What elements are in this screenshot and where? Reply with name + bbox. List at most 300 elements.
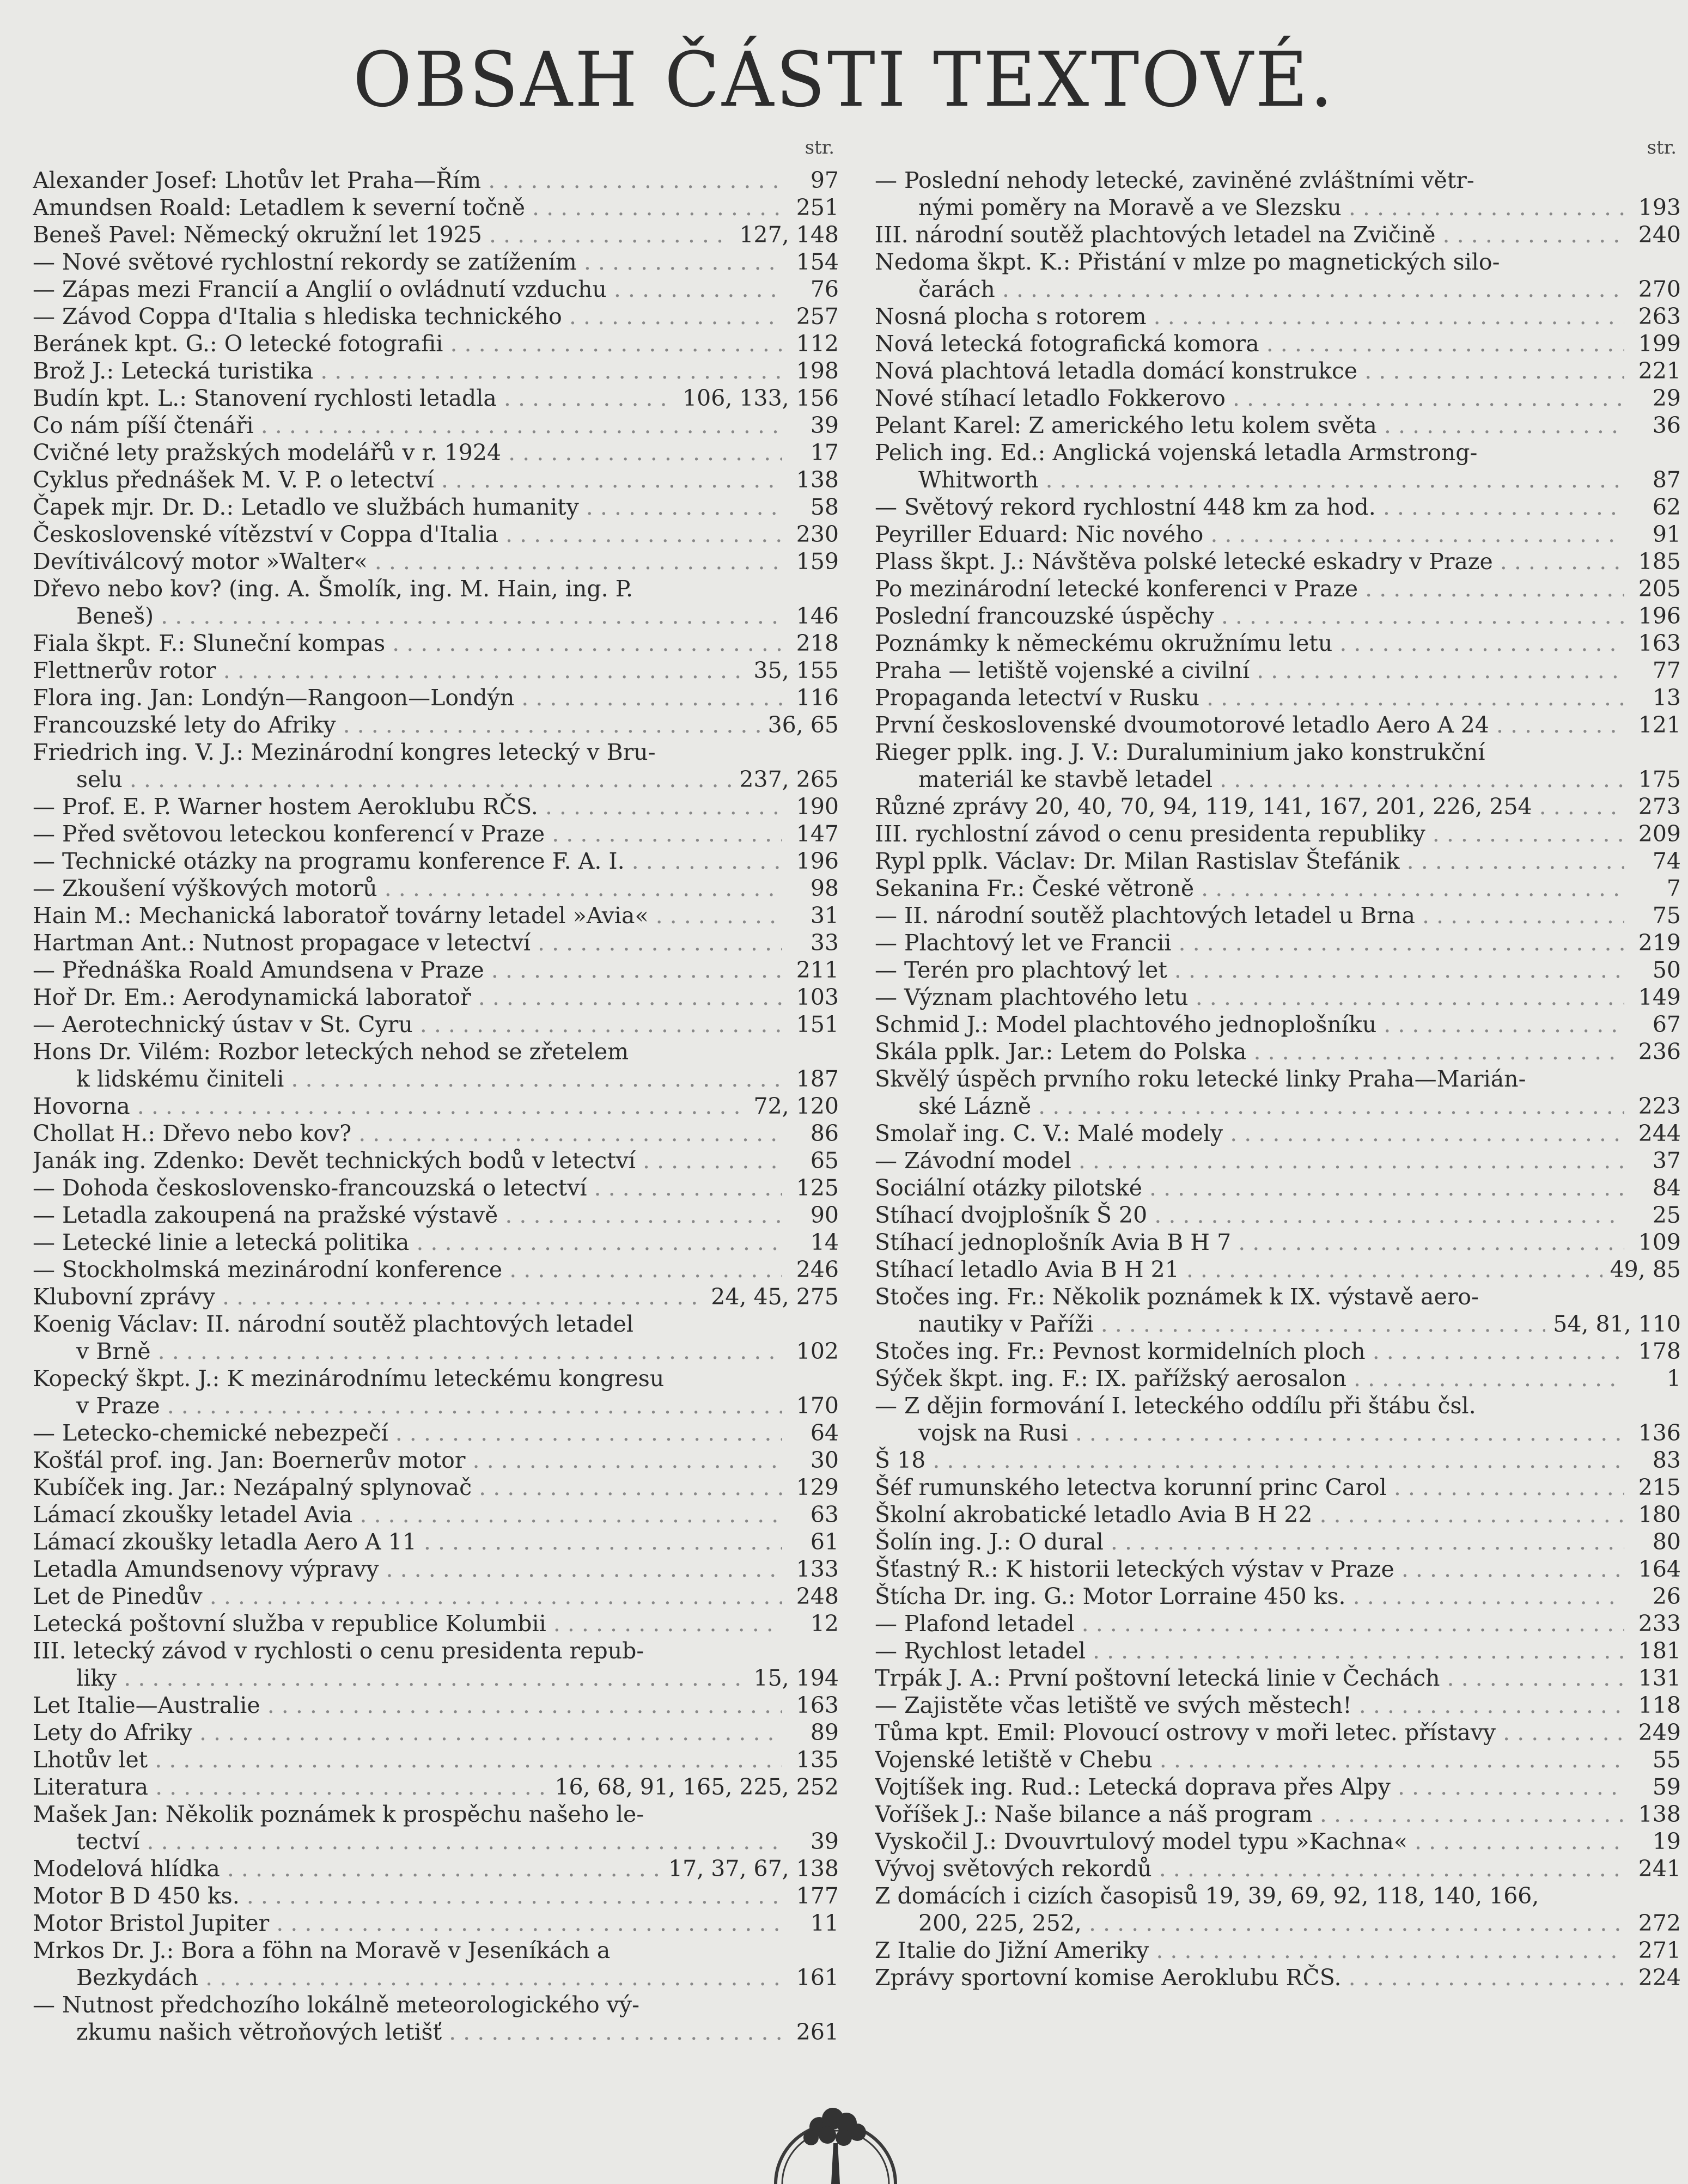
toc-entry-pages: 127, 148: [739, 222, 839, 248]
toc-entry-pages: 36, 65: [767, 712, 839, 738]
toc-entry-pages: 116: [796, 685, 839, 711]
toc-entry: [33, 1229, 839, 1256]
toc-entry: [875, 956, 1681, 984]
toc-entry: [33, 466, 839, 493]
toc-entry-pages: 196: [1638, 603, 1681, 629]
toc-entry: [875, 1801, 1681, 1828]
toc-entry-pages: 196: [796, 848, 839, 874]
toc-entry: [33, 357, 839, 385]
toc-entry-pages: 90: [810, 1202, 839, 1228]
toc-entry: [33, 1610, 839, 1637]
toc-entry-pages: 25: [1652, 1202, 1681, 1228]
toc-entry-pages: 49, 85: [1610, 1256, 1681, 1283]
toc-entry: [875, 521, 1681, 548]
toc-entry: [33, 711, 839, 739]
toc-entry-title: Rieger pplk. ing. J. V.: Duraluminium jako konstrukční: [875, 739, 1485, 765]
toc-entry-title: Tůma kpt. Emil: Plovoucí ostrovy v moři letec. přístavy . . .: [875, 1719, 1624, 1746]
toc-entry: [33, 439, 839, 466]
toc-entry-title: Let Italie—Australie . . .: [33, 1692, 782, 1719]
toc-entry: [33, 1174, 839, 1201]
toc-entry-pages: 26: [1652, 1583, 1681, 1609]
toc-entry: [33, 167, 839, 194]
toc-entry: [875, 739, 1681, 793]
toc-entry-title: Voříšek J.: Naše bilance a náš program . . .: [875, 1801, 1624, 1828]
toc-entry-pages: 121: [1638, 712, 1681, 738]
toc-entry-title: Alexander Josef: Lhotův let Praha—Řím . . .: [33, 167, 782, 194]
toc-entry: [33, 1011, 839, 1038]
toc-entry-title: — Rychlost letadel . . .: [875, 1637, 1624, 1664]
toc-entry-title: — Dohoda československo-francouzská o letectví . . .: [33, 1174, 782, 1201]
toc-entry-pages: 224: [1638, 1965, 1681, 1991]
toc-entry-pages: 31: [810, 902, 839, 929]
toc-entry: [875, 357, 1681, 385]
toc-entry: [875, 875, 1681, 902]
toc-entry-pages: 244: [1638, 1120, 1681, 1146]
toc-entry-title: Vyskočil J.: Dvouvrtulový model typu »Kachna« . . .: [875, 1828, 1624, 1855]
toc-entry-title: Mašek Jan: Několik poznámek k prospěchu našeho le-: [33, 1801, 644, 1827]
toc-entry-title-continued: selu . . .: [33, 766, 732, 793]
toc-entry-pages: 237, 265: [739, 766, 839, 792]
toc-entry: [33, 1147, 839, 1174]
toc-entry-title: Stíhací dvojplošník Š 20 . . .: [875, 1201, 1624, 1229]
toc-entry: [875, 1583, 1681, 1610]
toc-entry-title-continued: Bezkydách . . .: [33, 1964, 782, 1991]
toc-entry-pages: 76: [810, 276, 839, 302]
toc-entry-title-continued: ské Lázně . . .: [875, 1093, 1624, 1120]
toc-entry: [875, 1229, 1681, 1256]
toc-entry: [33, 1283, 839, 1310]
toc-entry-pages: 118: [1638, 1692, 1681, 1718]
toc-entry-title: — Terén pro plachtový let . . .: [875, 956, 1624, 984]
toc-entry-title: Stíhací jednoplošník Avia B H 7 . . .: [875, 1229, 1624, 1256]
toc-entry: [875, 602, 1681, 630]
toc-entry-title: — Letecké linie a letecká politika . . .: [33, 1229, 782, 1256]
tree-emblem-icon: [770, 2075, 901, 2184]
toc-entry-title-continued: liky . . .: [33, 1664, 746, 1692]
toc-entry-title: Friedrich ing. V. J.: Mezinárodní kongres letecký v Bru-: [33, 739, 656, 765]
toc-entry: [875, 1555, 1681, 1583]
toc-entry-pages: 240: [1638, 222, 1681, 248]
toc-entry-title: Vojtíšek ing. Rud.: Letecká doprava přes Alpy . . .: [875, 1773, 1624, 1801]
toc-entry-pages: 205: [1638, 576, 1681, 602]
toc-entry-title: Š 18 . . .: [875, 1447, 1624, 1474]
toc-entry: [33, 875, 839, 902]
toc-column-left: [33, 129, 839, 2046]
toc-entry-title: Amundsen Roald: Letadlem k severní točně . . .: [33, 194, 782, 221]
toc-entry-pages: 147: [796, 821, 839, 847]
toc-entry: [33, 820, 839, 847]
toc-entry: [875, 330, 1681, 357]
toc-entry-title: Vojenské letiště v Chebu . . .: [875, 1746, 1624, 1773]
toc-entry-title: Stočes ing. Fr.: Několik poznámek k IX. výstavě aero-: [875, 1284, 1479, 1310]
toc-entry-pages: 37: [1652, 1148, 1681, 1174]
toc-entry-title: — Poslední nehody letecké, zaviněné zvláštními větr-: [875, 167, 1474, 193]
toc-entry-title: Klubovní zprávy . . .: [33, 1283, 703, 1310]
toc-entry: [875, 1855, 1681, 1882]
toc-entry-pages: 273: [1638, 794, 1681, 820]
toc-entry-title: — Z dějin formování I. leteckého oddílu při štábu čsl.: [875, 1393, 1476, 1419]
toc-entry: [33, 956, 839, 984]
toc-entry-title: — Nové světové rychlostní rekordy se zatížením . . .: [33, 248, 782, 276]
toc-entry-title: Rypl pplk. Václav: Dr. Milan Rastislav Štefánik . . .: [875, 847, 1624, 875]
toc-entry-pages: 138: [796, 467, 839, 493]
toc-entry: [33, 548, 839, 575]
toc-entry: [33, 1583, 839, 1610]
toc-entry: [33, 1910, 839, 1937]
toc-entry-pages: 223: [1638, 1093, 1681, 1119]
toc-entry-title: — Závod Coppa d'Italia s hlediska technického . . .: [33, 303, 782, 330]
toc-entry-title: Z Italie do Jižní Ameriky . . .: [875, 1937, 1624, 1964]
toc-entry-pages: 149: [1638, 984, 1681, 1010]
toc-entry: [33, 1501, 839, 1528]
page-number-header: str.: [1647, 137, 1677, 158]
toc-entry-title: Trpák J. A.: První poštovní letecká linie v Čechách . . .: [875, 1664, 1624, 1692]
toc-entry-pages: 72, 120: [753, 1093, 839, 1119]
toc-entry-title: III. letecký závod v rychlosti o cenu presidenta repub-: [33, 1638, 644, 1664]
toc-entry-pages: 77: [1652, 657, 1681, 684]
toc-entry-title: Sýček škpt. ing. F.: IX. pařížský aerosalon . . .: [875, 1365, 1624, 1392]
toc-entry: [875, 548, 1681, 575]
toc-entry-pages: 233: [1638, 1610, 1681, 1637]
toc-entry: [33, 684, 839, 711]
toc-entry: [875, 820, 1681, 847]
toc-entry-pages: 209: [1638, 821, 1681, 847]
toc-entry: [875, 1501, 1681, 1528]
toc-entry: [875, 439, 1681, 493]
toc-entry-title: Koenig Václav: II. národní soutěž plachtových letadel: [33, 1311, 633, 1337]
toc-entry-pages: 185: [1638, 548, 1681, 575]
toc-entry-pages: 129: [796, 1474, 839, 1500]
toc-entry-title: — Plachtový let ve Francii . . .: [875, 929, 1624, 956]
toc-entry: [33, 1746, 839, 1773]
toc-entry-pages: 159: [796, 548, 839, 575]
toc-entry-pages: 12: [810, 1610, 839, 1637]
toc-entry-pages: 198: [796, 358, 839, 384]
toc-entry: [33, 303, 839, 330]
toc-entry-title: Cvičné lety pražských modelářů v r. 1924 . . .: [33, 439, 782, 466]
toc-entry: [33, 929, 839, 956]
toc-entry-title: Nedoma škpt. K.: Přistání v mlze po magnetických silo-: [875, 249, 1500, 275]
toc-entry-pages: 87: [1652, 467, 1681, 493]
toc-entry-title: Letadla Amundsenovy výpravy . . .: [33, 1555, 782, 1583]
toc-entry-title-continued: čarách . . .: [875, 276, 1624, 303]
toc-entry: [33, 1637, 839, 1692]
toc-entry-pages: 83: [1652, 1447, 1681, 1473]
toc-entry-pages: 11: [810, 1910, 839, 1936]
toc-entry-title: Nová plachtová letadla domácí konstrukce . . .: [875, 357, 1624, 385]
toc-entry-pages: 16, 68, 91, 165, 225, 252: [554, 1774, 839, 1800]
toc-entry-title: Hoř Dr. Em.: Aerodynamická laboratoř . . .: [33, 984, 782, 1011]
toc-entry: [875, 1474, 1681, 1501]
toc-entry: [875, 1664, 1681, 1692]
toc-entry-pages: 112: [796, 331, 839, 357]
toc-entry-pages: 98: [810, 875, 839, 901]
toc-entry-pages: 17: [810, 440, 839, 466]
toc-entry-title: — Prof. E. P. Warner hostem Aeroklubu RČS. . . .: [33, 793, 782, 820]
toc-entry: [875, 1365, 1681, 1392]
toc-entry-title: Hons Dr. Vilém: Rozbor leteckých nehod se zřetelem: [33, 1039, 629, 1065]
toc-entry: [33, 493, 839, 521]
toc-entry: [875, 929, 1681, 956]
toc-entry-pages: 86: [810, 1120, 839, 1146]
toc-entry: [875, 902, 1681, 929]
toc-entry-pages: 106, 133, 156: [682, 385, 839, 411]
toc-entry: [33, 248, 839, 276]
toc-entry: [875, 1392, 1681, 1447]
toc-entry-title-continued: vojsk na Rusi . . .: [875, 1419, 1624, 1447]
toc-entry: [875, 1773, 1681, 1801]
toc-entry-pages: 180: [1638, 1502, 1681, 1528]
toc-entry: [875, 684, 1681, 711]
toc-entry-pages: 246: [796, 1256, 839, 1283]
toc-entry-pages: 177: [796, 1883, 839, 1909]
toc-entry-title: Z domácích i cizích časopisů 19, 39, 69, 92, 118, 140, 166,: [875, 1883, 1539, 1909]
toc-entry: [875, 167, 1681, 221]
toc-entry-title: Beneš Pavel: Německý okružní let 1925 . . .: [33, 221, 732, 248]
toc-entry-title: Motor Bristol Jupiter . . .: [33, 1910, 782, 1937]
toc-entry-pages: 161: [796, 1965, 839, 1991]
toc-entry-title: — Letadla zakoupená na pražské výstavě . . .: [33, 1201, 782, 1229]
toc-entry-title: Poslední francouzské úspěchy . . .: [875, 602, 1624, 630]
toc-entry-title: Různé zprávy 20, 40, 70, 94, 119, 141, 167, 201, 226, 254 . . .: [875, 793, 1624, 820]
toc-entry-pages: 1: [1666, 1365, 1681, 1392]
toc-entry-title: — II. národní soutěž plachtových letadel u Brna . . .: [875, 902, 1624, 929]
toc-entry-title: — Nutnost předchozího lokálně meteorologického vý-: [33, 1992, 639, 2018]
toc-entry-title-continued: nými poměry na Moravě a ve Slezsku . . .: [875, 194, 1624, 221]
toc-entry-pages: 33: [810, 930, 839, 956]
toc-entry-pages: 13: [1652, 685, 1681, 711]
toc-entry: [33, 793, 839, 820]
toc-entry-title: — Stockholmská mezinárodní konference . . .: [33, 1256, 782, 1283]
toc-entry-title: Kubíček ing. Jar.: Nezápalný splynovač . . .: [33, 1474, 782, 1501]
toc-entry: [875, 1447, 1681, 1474]
toc-entry-title: — Aerotechnický ústav v St. Cyru . . .: [33, 1011, 782, 1038]
toc-entry-pages: 178: [1638, 1338, 1681, 1364]
toc-entry-pages: 35, 155: [753, 657, 839, 684]
toc-entry-pages: 257: [796, 303, 839, 330]
toc-entry: [875, 1692, 1681, 1719]
toc-entry-pages: 241: [1638, 1856, 1681, 1882]
toc-entry: [33, 1419, 839, 1447]
toc-entry-title: Motor B D 450 ks. . . .: [33, 1882, 782, 1910]
toc-entry: [33, 276, 839, 303]
toc-entry-title: Stočes ing. Fr.: Pevnost kormidelních ploch . . .: [875, 1338, 1624, 1365]
toc-entry-title: Šolín ing. J.: O dural . . .: [875, 1528, 1624, 1555]
toc-entry-pages: 54, 81, 110: [1553, 1311, 1681, 1337]
toc-entry-title: — Závodní model . . .: [875, 1147, 1624, 1174]
toc-entry: [33, 330, 839, 357]
toc-entry: [875, 1065, 1681, 1120]
toc-entry: [33, 1038, 839, 1093]
toc-entry-pages: 164: [1638, 1556, 1681, 1582]
page-number-header: str.: [805, 137, 834, 158]
toc-entry-pages: 19: [1652, 1828, 1681, 1854]
toc-entry-pages: 36: [1652, 412, 1681, 438]
toc-entry-title: Kopecký škpt. J.: K mezinárodnímu leteckému kongresu: [33, 1365, 665, 1392]
page-title: OBSAH ČÁSTI TEXTOVÉ.: [353, 36, 1335, 124]
toc-entry-title: Hain M.: Mechanická laboratoř továrny letadel »Avia« . . .: [33, 902, 782, 929]
toc-entry-title-continued: k lidskému činiteli . . .: [33, 1065, 782, 1093]
toc-entry: [875, 575, 1681, 602]
toc-entry-title: — Před světovou leteckou konferencí v Praze . . .: [33, 820, 782, 847]
toc-entry: [33, 221, 839, 248]
toc-entry: [875, 1746, 1681, 1773]
toc-entry: [33, 1719, 839, 1746]
toc-entry-pages: 219: [1638, 930, 1681, 956]
toc-entry: [33, 902, 839, 929]
toc-entry: [875, 248, 1681, 303]
toc-entry-pages: 190: [796, 794, 839, 820]
toc-entry-title: III. rychlostní závod o cenu presidenta republiky . . .: [875, 820, 1624, 847]
toc-entry-title: — Světový rekord rychlostní 448 km za hod. . . .: [875, 493, 1624, 521]
toc-entry: [33, 1692, 839, 1719]
toc-entry-pages: 187: [796, 1066, 839, 1092]
toc-entry-title: Šťastný R.: K historii leteckých výstav v Praze . . .: [875, 1555, 1624, 1583]
toc-entry-pages: 67: [1652, 1011, 1681, 1038]
toc-entry-title: Lhotův let . . .: [33, 1746, 782, 1773]
toc-entry: [33, 984, 839, 1011]
toc-entry-pages: 61: [810, 1529, 839, 1555]
toc-entry-title: Smolař ing. C. V.: Malé modely . . .: [875, 1120, 1624, 1147]
toc-entry: [875, 1610, 1681, 1637]
toc-entry-pages: 125: [796, 1175, 839, 1201]
toc-entry-pages: 138: [1638, 1801, 1681, 1827]
toc-entry-title: — Přednáška Roald Amundsena v Praze . . .: [33, 956, 782, 984]
toc-entry-title: — Zkoušení výškových motorů . . .: [33, 875, 782, 902]
toc-entry-pages: 30: [810, 1447, 839, 1473]
toc-entry-pages: 39: [810, 412, 839, 438]
toc-entry-title-continued: v Brně . . .: [33, 1338, 782, 1365]
toc-entry-title: Pelich ing. Ed.: Anglická vojenská letadla Armstrong-: [875, 440, 1478, 466]
toc-entry-title: Chollat H.: Dřevo nebo kov? . . .: [33, 1120, 782, 1147]
toc-entry-pages: 211: [796, 957, 839, 983]
toc-entry-title: Pelant Karel: Z amerického letu kolem světa . . .: [875, 412, 1624, 439]
toc-entry: [875, 1338, 1681, 1365]
toc-entry-pages: 75: [1652, 902, 1681, 929]
toc-entry-pages: 263: [1638, 303, 1681, 330]
toc-entry: [875, 412, 1681, 439]
toc-entry-title: Sociální otázky pilotské . . .: [875, 1174, 1624, 1201]
toc-entry: [33, 1365, 839, 1419]
toc-entry-title: Beránek kpt. G.: O letecké fotografii . . .: [33, 330, 782, 357]
toc-entry-pages: 163: [796, 1692, 839, 1718]
toc-entry-title: Československé vítězství v Coppa d'Italia . . .: [33, 521, 782, 548]
toc-entry-pages: 97: [810, 167, 839, 193]
toc-entry-pages: 272: [1638, 1910, 1681, 1936]
toc-entry: [33, 1447, 839, 1474]
toc-entry-title: III. národní soutěž plachtových letadel na Zvičině . . .: [875, 221, 1624, 248]
toc-entry: [875, 1637, 1681, 1664]
toc-entry-pages: 63: [810, 1502, 839, 1528]
toc-entry: [33, 1773, 839, 1801]
toc-entry-title: Zprávy sportovní komise Aeroklubu RČS. . . .: [875, 1964, 1624, 1991]
toc-entry-title: Let de Pinedův . . .: [33, 1583, 782, 1610]
toc-entry-title-continued: 200, 225, 252, . . .: [875, 1910, 1624, 1937]
toc-entry-pages: 7: [1666, 875, 1681, 901]
toc-entry-title: Schmid J.: Model plachtového jednoplošníku . . .: [875, 1011, 1624, 1038]
toc-entry-title: Praha — letiště vojenské a civilní . . .: [875, 657, 1624, 684]
toc-entry-title-continued: tectví . . .: [33, 1828, 782, 1855]
toc-entry-pages: 55: [1652, 1747, 1681, 1773]
toc-entry: [875, 630, 1681, 657]
toc-entry-title: Lety do Afriky . . .: [33, 1719, 782, 1746]
toc-entry-pages: 170: [796, 1393, 839, 1419]
toc-entry-title: Nová letecká fotografická komora . . .: [875, 330, 1624, 357]
toc-entry: [33, 1528, 839, 1555]
toc-entry-pages: 199: [1638, 331, 1681, 357]
toc-entry-title: — Zajistěte včas letiště ve svých městech! . . .: [875, 1692, 1624, 1719]
toc-entry: [33, 1093, 839, 1120]
toc-entry-pages: 146: [796, 603, 839, 629]
toc-entry: [33, 1474, 839, 1501]
toc-entry-pages: 17, 37, 67, 138: [668, 1856, 839, 1882]
toc-entry-title: — Plafond letadel . . .: [875, 1610, 1624, 1637]
toc-entry: [33, 521, 839, 548]
toc-entry-pages: 133: [796, 1556, 839, 1582]
toc-entry-pages: 270: [1638, 276, 1681, 302]
toc-entry-pages: 102: [796, 1338, 839, 1364]
toc-entry: [875, 657, 1681, 684]
toc-entry-title: Po mezinárodní letecké konferenci v Praze . . .: [875, 575, 1624, 602]
toc-entry: [33, 1120, 839, 1147]
toc-entry: [33, 1882, 839, 1910]
toc-entry: [33, 630, 839, 657]
toc-entry-pages: 215: [1638, 1474, 1681, 1500]
toc-entry-title: Košťál prof. ing. Jan: Boernerův motor . . .: [33, 1447, 782, 1474]
toc-entry-pages: 50: [1652, 957, 1681, 983]
toc-entry: [33, 1201, 839, 1229]
toc-entry-title: Fiala škpt. F.: Sluneční kompas . . .: [33, 630, 782, 657]
toc-entry-pages: 89: [810, 1719, 839, 1746]
toc-entry-pages: 103: [796, 984, 839, 1010]
toc-entry: [33, 1555, 839, 1583]
toc-entry: [875, 1038, 1681, 1065]
toc-entry-title: — Technické otázky na programu konference F. A. I. . . .: [33, 847, 782, 875]
toc-entry: [33, 1855, 839, 1882]
toc-entry-title: Lámací zkoušky letadla Aero A 11 . . .: [33, 1528, 782, 1555]
toc-entry: [875, 1882, 1681, 1937]
toc-entry-pages: 135: [796, 1747, 839, 1773]
toc-entry: [33, 1256, 839, 1283]
toc-entry-title: — Zápas mezi Francií a Anglií o ovládnutí vzduchu . . .: [33, 276, 782, 303]
toc-entry-pages: 91: [1652, 521, 1681, 547]
toc-entry: [875, 493, 1681, 521]
toc-entry: [875, 1147, 1681, 1174]
toc-entry: [33, 385, 839, 412]
toc-entry: [875, 1011, 1681, 1038]
toc-entry-title: Hartman Ant.: Nutnost propagace v letectví . . .: [33, 929, 782, 956]
toc-entry: [875, 793, 1681, 820]
toc-entry-title: Flora ing. Jan: Londýn—Rangoon—Londýn . . .: [33, 684, 782, 711]
toc-entry-pages: 271: [1638, 1937, 1681, 1963]
toc-entry-pages: 84: [1652, 1175, 1681, 1201]
toc-entry: [33, 194, 839, 221]
toc-entry-pages: 248: [796, 1583, 839, 1609]
toc-entry-title: Skála pplk. Jar.: Letem do Polska . . .: [875, 1038, 1624, 1065]
toc-entry-title-continued: nautiky v Paříži . . .: [875, 1310, 1545, 1338]
toc-entry: [875, 1201, 1681, 1229]
toc-entry: [875, 1964, 1681, 1991]
toc-entry: [875, 984, 1681, 1011]
toc-entry-pages: 59: [1652, 1774, 1681, 1800]
toc-entry: [875, 1719, 1681, 1746]
toc-entry-title: Štícha Dr. ing. G.: Motor Lorraine 450 ks. . . .: [875, 1583, 1624, 1610]
toc-entry-title: Poznámky k německému okružnímu letu . . .: [875, 630, 1624, 657]
toc-entry: [33, 739, 839, 793]
toc-entry-pages: 39: [810, 1828, 839, 1854]
toc-entry: [875, 221, 1681, 248]
toc-entry-pages: 163: [1638, 630, 1681, 656]
